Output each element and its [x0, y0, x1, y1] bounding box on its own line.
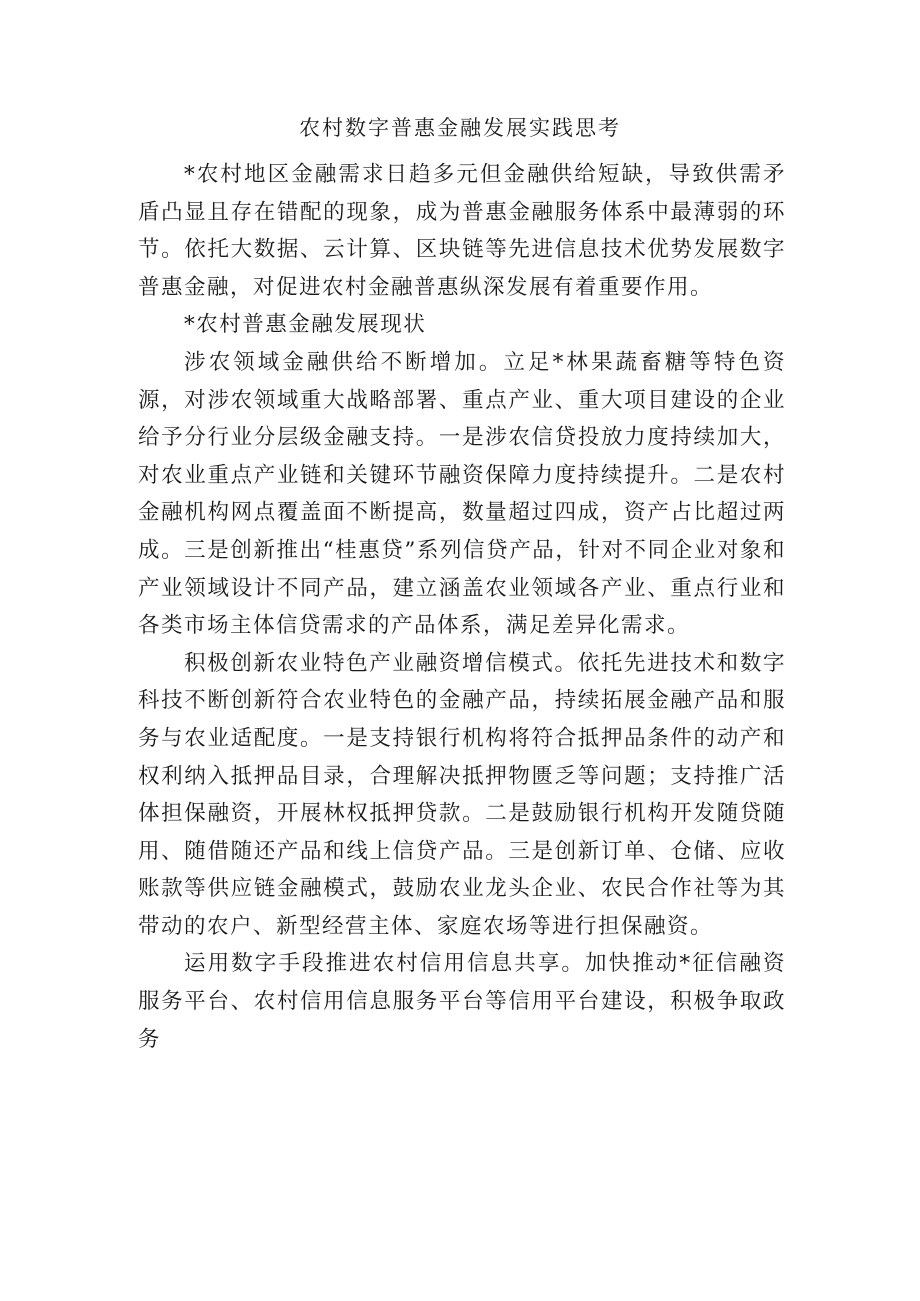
paragraph-credit-sharing: 运用数字手段推进农村信用信息共享。加快推动*征信融资服务平台、农村信用信息服务平台等信用平台建设，积极争取政务: [138, 951, 786, 1052]
document-body: [138, 156, 786, 1058]
paragraph-supply: 涉农领域金融供给不断增加。立足*林果蔬畜糖等特色资源，对涉农领域重大战略部署、重点产业、重大项目建设的企业给予分行业分层级金融支持。一是涉农信贷投放力度持续加大，对农业重点产业链和关键环节融资保障力度持续提升。二是农村金融机构网点覆盖面不断提高，数量超过四成，资产占比超过两成。三是创新推出“桂惠贷”系列信贷产品，针对不同企业对象和产业领域设计不同产品，建立涵盖农业领域各产业、重点行业和各类市场主体信贷需求的产品体系，满足差异化需求。: [138, 349, 786, 639]
paragraph-intro: *农村地区金融需求日趋多元但金融供给短缺，导致供需矛盾凸显且存在错配的现象，成为普惠金融服务体系中最薄弱的环节。依托大数据、云计算、区块链等先进信息技术优势发展数字普惠金融，对促进农村金融普惠纵深发展有着重要作用。: [138, 162, 786, 300]
document-title: 农村数字普惠金融发展实践思考: [299, 116, 621, 140]
section-heading: *农村普惠金融发展现状: [184, 312, 427, 338]
paragraph-credit-model: 积极创新农业特色产业融资增信模式。依托先进技术和数字科技不断创新符合农业特色的金融产品，持续拓展金融产品和服务与农业适配度。一是支持银行机构将符合抵押品条件的动产和权利纳入抵押品目录，合理解决抵押物匮乏等问题；支持推广活体担保融资，开展林权抵押贷款。二是鼓励银行机构开发随贷随用、随借随还产品和线上信贷产品。三是创新订单、仓储、应收账款等供应链金融模式，鼓励农业龙头企业、农民合作社等为其带动的农户、新型经营主体、家庭农场等进行担保融资。: [138, 650, 786, 939]
